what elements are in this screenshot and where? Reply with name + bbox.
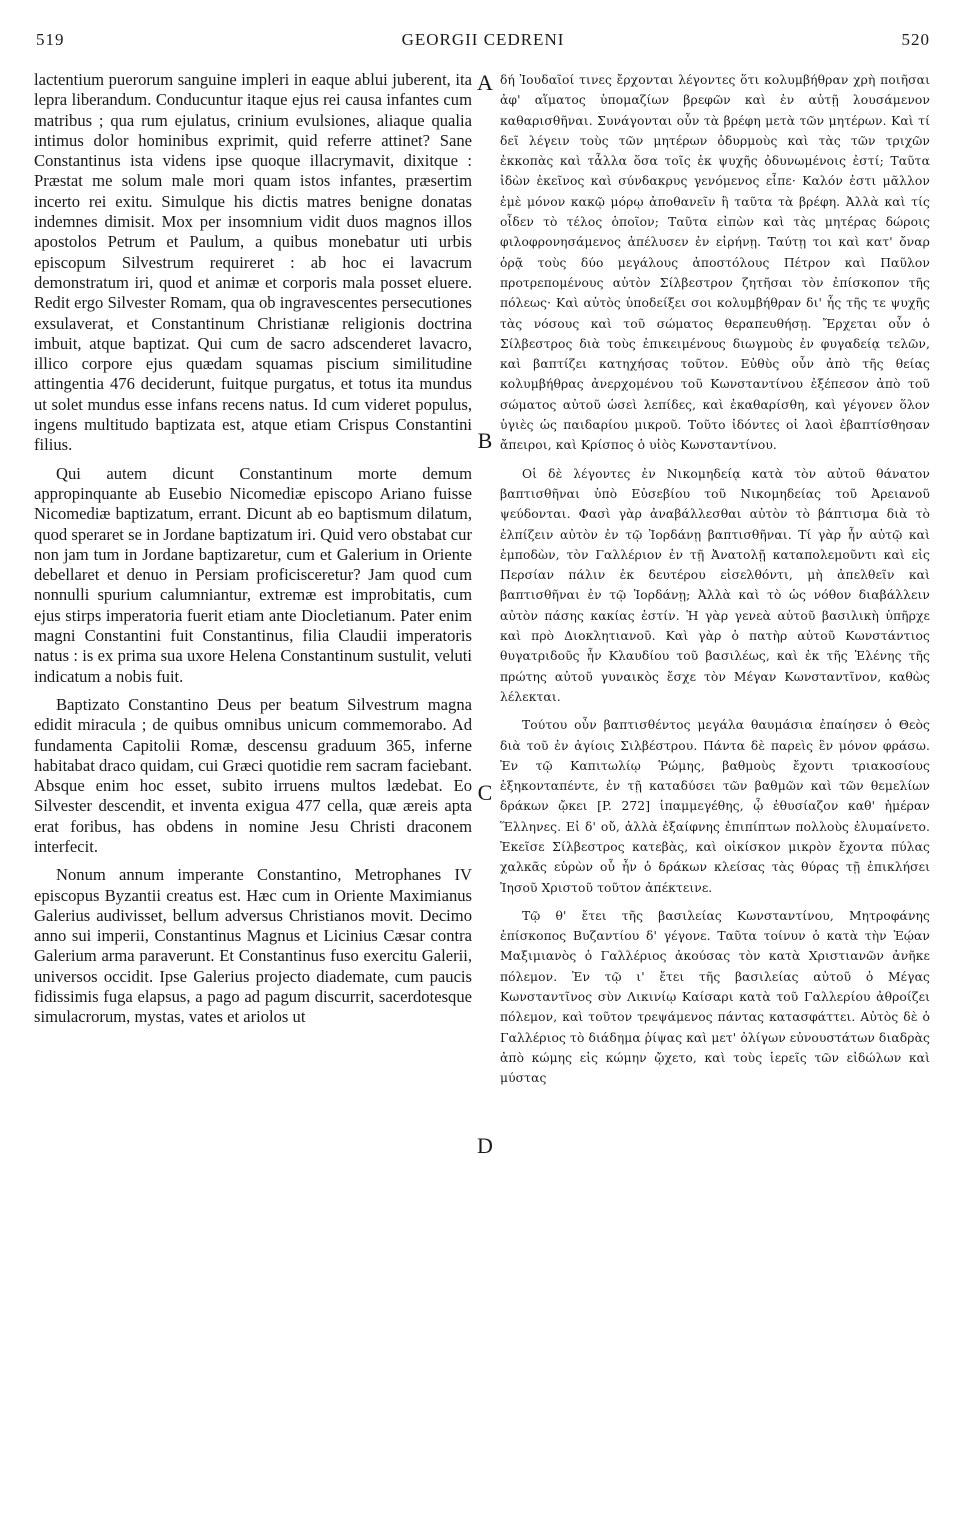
latin-paragraph: lactentium puerorum sanguine impleri in eaque ablui juberent, ita lepra liberandum. Conducuntur itaque ejus rei causa infantes cum matribus ; qua rum ejulatus, crinium evulsiones, aliaque qualia intimus dolor hominibus exprimit, quid referre attinet? Sane Constantinus ista videns ipse quoque illacrymavit, dixitque : Præstat me solum male mori quam istos infantes, præsertim incerto rei exitu. Simulque his dictis matres benigne donatas indemnes dimisit. Mox per insomnium vidit duos magnos illos apostolos Petrum et Paulum, a quibus monebatur uti urbis episcopum Silvestrum requireret : ab hoc ei lavacrum demonstratum iri, quod et animæ et corporis mala posset eluere. Redit ergo Silvester Romam, qua ob ingravescentes persecutiones exsulaverat, et Constantinum Christianæ religionis doctrina imbuit, atque baptizat. Qui cum de sacro adscenderet lavacro, illico corpore ejus quædam squamas piscium similitudine attingentia 476 deciderunt, fuitque purgatus, et totus ita mundus ut solet mundus esse infans recens natus. Id cum videret populus, ingens multitudo baptizata est, atque etiam Crispus Constantini filius. bbox=[34, 70, 472, 455]
greek-paragraph: Τῷ θ' ἔτει τῆς βασιλείας Κωνσταντίνου, Μητροφάνης ἐπίσκοπος Βυζαντίου δ' γέγονε. Ταῦτα τοίνυν ὁ κατὰ τὴν Ἑῴαν Μαξιμιανὸς ὁ Γαλλέριος ἀκούσας τὸν κατὰ Χριστιανῶν ἀνῆκε πόλεμον. Ἐν τῷ ι' ἔτει τῆς βασιλείας αὐτοῦ ὁ Μέγας Κωνσταντῖνος σὺν Λικινίῳ Καίσαρι κατὰ τοῦ Γαλλερίου ἀθροίζει πόλεμον, καὶ τοῦτον τρεψάμενος πάντας κατασφάττει. Αὐτὸς δὲ ὁ Γαλλέριος τὸ διάδημα ῥίψας καὶ μετ' ὀλίγων εὐνουστάτων διαδρὰς ἀπὸ κώμης εἰς κώμην ᾤχετο, καὶ τοὺς ἱερεῖς τῶν εἰδώλων καὶ μύστας bbox=[500, 908, 930, 1086]
section-marker-b: B bbox=[477, 428, 493, 453]
greek-column bbox=[500, 70, 930, 1510]
section-marker-c: C bbox=[477, 780, 493, 805]
latin-paragraph: Qui autem dicunt Constantinum morte demum appropinquante ab Eusebio Nicomediæ episcopo Ariano fuisse Nicomediæ baptizatum, errant. Dicunt ab eo baptismum dilatum, quod speraret se in Jordane baptizatum iri. Quid vero obstabat cur non jam tum in Jordane baptizaretur, cum et Galerium in Oriente debellaret et denuo in Persiam proficisceretur? Jam quod cum nonnulli spurium calumniantur, extremæ est improbitatis, cum ejus stirps imperatoria fuerit etiam ante Diocletianum. Pater enim magni Constantini fuit Constantinus, filia Claudii imperatoris natus : is ex prima sua uxore Helena Constantinum sustulit, veluti indicatum a nobis fuit. bbox=[34, 463, 472, 686]
right-page-number: 520 bbox=[901, 30, 930, 49]
running-header bbox=[36, 30, 930, 56]
section-marker-a: A bbox=[477, 70, 493, 95]
running-title: GEORGII CEDRENI bbox=[401, 30, 565, 49]
greek-paragraph: Οἱ δὲ λέγοντες ἐν Νικομηδείᾳ κατὰ τὸν αὐτοῦ θάνατον βαπτισθῆναι ὑπὸ Εὐσεβίου τοῦ Νικομηδείας τοῦ Ἀρειανοῦ ψεύδονται. Φασὶ γὰρ ἀναβάλλεσθαι αὐτὸν τὸ βάπτισμα διὰ τὸ ἐλπίζειν αὐτὸν ἐν τῷ Ἰορδάνῃ βαπτισθῆναι. Τί γὰρ ἦν αὐτῷ καὶ ἐμποδὼν, τὸν Γαλλέριον ἐν τῇ Ἀνατολῇ καταπολεμοῦντι καὶ εἰς Περσίαν πάλιν ἐκ δευτέρου εἰσελθόντι, μὴ ἀπελθεῖν καὶ βαπτισθῆναι ἐν τῷ Ἰορδάνῃ; Ἀλλὰ καὶ τὸ ὡς νόθον διαβάλλειν αὐτὸν πάσης κακίας ἐστίν. Ἡ γὰρ γενεὰ αὐτοῦ βασιλικὴ ὑπῆρχε καὶ πρὸ Διοκλητιανοῦ. Καὶ γὰρ ὁ πατὴρ αὐτοῦ Κωνστάντιος θυγατριδοῦς ἦν Κλαυδίου τοῦ βασιλέως, καὶ ἐκ τῆς Ἑλένης τῆς πρώτης αὐτοῦ γυναικὸς ἔσχε τὸν Μέγαν Κωνσταντῖνον, καθὼς λέλεκται. bbox=[500, 466, 930, 704]
latin-column bbox=[34, 70, 472, 1510]
left-page-number: 519 bbox=[36, 30, 65, 49]
greek-paragraph: Τούτου οὖν βαπτισθέντος μεγάλα θαυμάσια ἐπαίησεν ὁ Θεὸς διὰ τοῦ ἐν ἁγίοις Σιλβέστρου. Πάντα δὲ παρεὶς ἓν μόνον φράσω. Ἐν τῷ Καπιτωλίῳ Ῥώμης, βαθμοὺς ἔχοντι τριακοσίους ἑξηκονταπέντε, ἐν τῇ καταδύσει τῶν βαθμῶν καὶ τῶν θεμελίων δράκων ᾤκει [P. 272] ἱπαμμεγέθης, ᾧ ἐθυσίαζον καθ' ἡμέραν Ἕλληνες. Εἰ δ' οὔ, ἀλλὰ ἐξαίφνης ἐπιπίπτων πολλοὺς ἐλυμαίνετο. Ἐκεῖσε Σίλβεστρος κατεβὰς, καὶ οἰκίσκον μικρὸν ἔχοντα πύλας χαλκᾶς εὑρὼν οὗ ἦν ὁ δράκων κλείσας τὰς θύρας τῇ ἐπικλήσει Ἰησοῦ Χριστοῦ τοῦτον ἀπέκτεινε. bbox=[500, 718, 930, 895]
latin-paragraph: Nonum annum imperante Constantino, Metrophanes IV episcopus Byzantii creatus est. Hæc cum in Oriente Maximianus Galerius audivisset, bellum adversus Christianos movit. Decimo anno sui imperii, Constantinus Magnus et Licinius Cæsar contra Galerium arma paraverunt. Et Constantinus fuso exercitu Galerii, universos occidit. Ipse Galerius projecto diademate, cum paucis fidissimis fuga elapsus, a pago ad pagum discurrit, sacerdotesque simulacrorum, mystas, vates et ariolos ut bbox=[34, 865, 472, 1027]
greek-paragraph: δή Ἰουδαῖοί τινες ἔρχονται λέγοντες ὅτι κολυμβήθραν χρὴ ποιῆσαι ἀφ' αἵματος ὑπομαζίων βρεφῶν καὶ ἐν αὐτῇ λουσάμενον καθαρισθῆναι. Συνάγονται οὖν τὰ βρέφη μετὰ τῶν μητέρων. Καὶ τί δεῖ λέγειν τοὺς τῶν μητέρων ὀδυρμοὺς καὶ τὰς τῶν τριχῶν ἐκκοπὰς καὶ τἆλλα ὅσα τοῖς ἐκ ψυχῆς ὀδυνωμένοις ἐστί; Ταῦτα ἰδὼν ἐκεῖνος καὶ σύνδακρυς γενόμενος εἶπε· Καλόν ἐστι μᾶλλον ἐμὲ μόνον κακῷ μόρῳ ἀποθανεῖν ἢ ταῦτα τὰ βρέφη. Ἀλλὰ καὶ τίς οἶδεν τὸ τέλος ὁποῖον; Ταῦτα εἰπὼν καὶ τὰς μητέρας δώροις φιλοφρονησάμενος ἀπέλυσεν ἐν εἰρήνῃ. Ταύτῃ τοι καὶ κατ' ὄναρ ὁρᾷ τοὺς δύο μεγάλους ἀποστόλους Πέτρον καὶ Παῦλον προτρεπομένους αὐτὸν Σίλβεστρον ζητῆσαι τὸν ἐπίσκοπον τῆς πόλεως· Καὶ αὐτὸς ὑποδείξει σοι κολυμβήθραν δι' ἧς τῆς τε ψυχῆς τὰς νόσους καὶ τοῦ σώματος θεραπευθήσῃ. Ἔρχεται οὖν ὁ Σίλβεστρος διὰ τοὺς ἐπικειμένους διωγμοὺς ἐν φυγαδείᾳ τελῶν, καὶ βαπτίζει κατηχήσας τοῦτον. Εὐθὺς οὖν ἀπὸ τῆς θείας κολυμβήθρας ἀνερχομένου τοῦ Κωνσταντίνου ἐξέπεσον ἀπὸ τοῦ σώματος αὐτοῦ ὡσεὶ λεπίδες, καὶ ἐκαθαρίσθη, καὶ γέγονεν ὅλον ὑγιὲς ὡς παιδαρίου μικροῦ. Τοῦτο ἰδόντες οἱ λαοὶ ἐβαπτίσθησαν ἄπειροι, καὶ Κρίσπος ὁ υἱὸς Κωνσταντίνου. bbox=[500, 73, 930, 453]
section-marker-d: D bbox=[477, 1133, 493, 1158]
latin-paragraph: Baptizato Constantino Deus per beatum Silvestrum magna edidit miracula ; de quibus omnibus unicum commemorabo. Ad fundamenta Capitolii Romæ, descensu graduum 365, inferne habitabat draco quidam, cui Græci quotidie rem sacram faciebant. Absque enim hoc esset, subito irruens multos lædebat. Eo Silvester descendit, et inventa exigua 477 cella, quæ æreis apta erat foribus, has obdens in nomine Jesu Christi draconem interfecit. bbox=[34, 694, 472, 856]
